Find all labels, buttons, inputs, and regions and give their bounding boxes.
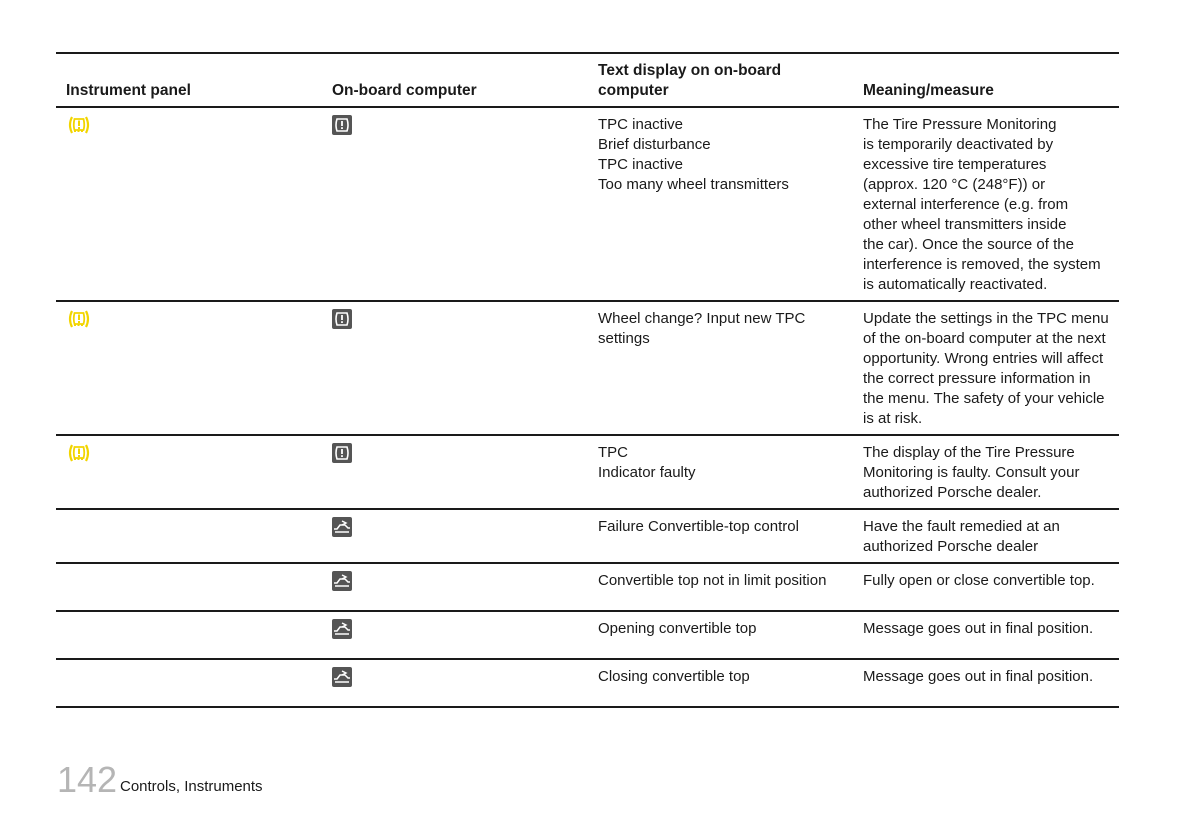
header-onboard-computer: On-board computer — [332, 82, 477, 99]
meaning-line: is automatically reactivated. — [863, 276, 1048, 293]
onboard-computer-cell — [322, 510, 587, 562]
header-instrument-panel: Instrument panel — [66, 82, 191, 99]
meaning-cell — [852, 564, 1119, 610]
text-display-line: TPC inactive — [598, 116, 684, 133]
convertible-top-icon — [332, 571, 352, 591]
onboard-computer-cell — [322, 436, 587, 508]
tpc-warning-icon — [66, 309, 92, 329]
meaning-line: the menu. The safety of your vehicle — [863, 390, 1105, 407]
convertible-top-icon — [332, 517, 352, 537]
meaning-line: the correct pressure information in — [863, 370, 1091, 387]
text-display-line: Brief disturbance — [598, 136, 711, 153]
meaning-cell — [852, 108, 1119, 300]
tpc-warning-icon — [332, 443, 352, 463]
meaning-line: opportunity. Wrong entries will affect — [863, 350, 1104, 367]
text-display-line: TPC inactive — [598, 156, 684, 173]
onboard-computer-cell — [322, 660, 587, 706]
onboard-computer-cell — [322, 564, 587, 610]
instrument-panel-cell — [56, 108, 322, 300]
instrument-panel-cell — [56, 510, 322, 562]
meaning-line: authorized Porsche dealer — [863, 538, 1039, 555]
text-display-line: Opening convertible top — [598, 620, 757, 637]
meaning-line: Fully open or close convertible top. — [863, 572, 1095, 589]
tpc-warning-icon — [66, 443, 92, 463]
onboard-computer-cell — [322, 612, 587, 658]
meaning-line: external interference (e.g. from — [863, 196, 1069, 213]
meaning-line: of the on-board computer at the next — [863, 330, 1106, 347]
meaning-line: The display of the Tire Pressure — [863, 444, 1075, 461]
table-body — [56, 106, 1119, 706]
text-display-line: settings — [598, 330, 650, 347]
table-row — [56, 300, 1119, 434]
text-display-cell — [587, 436, 852, 508]
meaning-line: interference is removed, the system — [863, 256, 1101, 273]
header-text-display — [587, 61, 852, 101]
instrument-panel-cell — [56, 302, 322, 434]
meaning-cell — [852, 660, 1119, 706]
text-display-line: TPC — [598, 444, 628, 461]
text-display-cell — [587, 108, 852, 300]
onboard-computer-cell — [322, 302, 587, 434]
meaning-cell — [852, 612, 1119, 658]
tpc-warning-icon — [332, 309, 352, 329]
table-row — [56, 610, 1119, 658]
tpc-warning-icon — [66, 115, 92, 135]
meaning-cell — [852, 510, 1119, 562]
meaning-line: is at risk. — [863, 410, 923, 427]
table-header-row — [56, 54, 1119, 106]
text-display-cell — [587, 564, 852, 610]
meaning-line: Monitoring is faulty. Consult your — [863, 464, 1080, 481]
warning-messages-table — [56, 52, 1119, 708]
meaning-line: other wheel transmitters inside — [863, 216, 1067, 233]
meaning-cell — [852, 302, 1119, 434]
text-display-line: Convertible top not in limit position — [598, 572, 827, 589]
meaning-line: (approx. 120 °C (248°F)) or — [863, 176, 1046, 193]
text-display-line: Wheel change? Input new TPC — [598, 310, 806, 327]
meaning-line: excessive tire temperatures — [863, 156, 1047, 173]
instrument-panel-cell — [56, 436, 322, 508]
meaning-line: the car). Once the source of the — [863, 236, 1074, 253]
instrument-panel-cell — [56, 612, 322, 658]
text-display-cell — [587, 660, 852, 706]
text-display-line: Indicator faulty — [598, 464, 696, 481]
text-display-line: Closing convertible top — [598, 668, 750, 685]
instrument-panel-cell — [56, 564, 322, 610]
table-row — [56, 434, 1119, 508]
header-text-display-line1: Text display on on-board — [598, 62, 782, 79]
table-row — [56, 508, 1119, 562]
meaning-line: Have the fault remedied at an — [863, 518, 1060, 535]
convertible-top-icon — [332, 667, 352, 687]
meaning-cell — [852, 436, 1119, 508]
meaning-line: is temporarily deactivated by — [863, 136, 1054, 153]
text-display-line: Failure Convertible-top control — [598, 518, 799, 535]
meaning-line: authorized Porsche dealer. — [863, 484, 1042, 501]
text-display-cell — [587, 302, 852, 434]
tpc-warning-icon — [332, 115, 352, 135]
meaning-line: Update the settings in the TPC menu — [863, 310, 1109, 327]
table-row — [56, 562, 1119, 610]
text-display-cell — [587, 510, 852, 562]
table-row — [56, 658, 1119, 706]
header-text-display-line2: computer — [598, 82, 669, 99]
convertible-top-icon — [332, 619, 352, 639]
header-meaning: Meaning/measure — [863, 82, 994, 99]
table-row — [56, 106, 1119, 300]
onboard-computer-cell — [322, 108, 587, 300]
text-display-line: Too many wheel transmitters — [598, 176, 789, 193]
text-display-cell — [587, 612, 852, 658]
instrument-panel-cell — [56, 660, 322, 706]
section-title: Controls, Instruments — [120, 778, 263, 795]
page-number: 142 — [57, 759, 118, 800]
meaning-line: The Tire Pressure Monitoring — [863, 116, 1057, 133]
meaning-line: Message goes out in final position. — [863, 668, 1094, 685]
meaning-line: Message goes out in final position. — [863, 620, 1094, 637]
